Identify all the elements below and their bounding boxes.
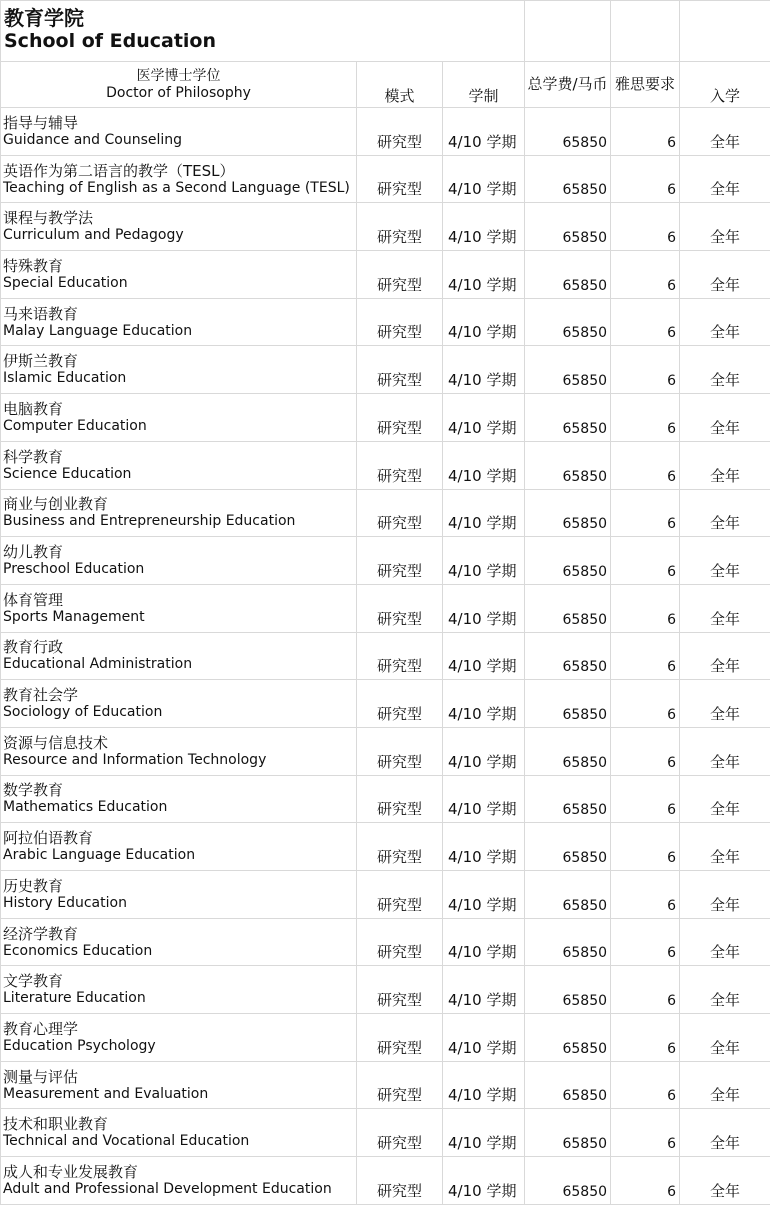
program-name-cell: [1, 251, 357, 299]
table-row: [1, 727, 770, 775]
program-name-cell: [1, 441, 357, 489]
duration-cell: 4/10 学期: [443, 680, 525, 728]
program-name-zh: 历史教育: [3, 877, 356, 895]
program-name-zh: 科学教育: [3, 448, 356, 466]
table-row: [1, 537, 770, 585]
table-row: [1, 346, 770, 394]
program-name-en: Economics Education: [3, 943, 356, 960]
mode-cell: 研究型: [357, 775, 443, 823]
program-name-en: History Education: [3, 895, 356, 912]
program-name-zh: 特殊教育: [3, 257, 356, 275]
program-name-cell: [1, 1109, 357, 1157]
table-row: [1, 203, 770, 251]
ielts-cell: 6: [611, 108, 680, 156]
empty-cell: [680, 1, 770, 62]
program-name-cell: [1, 203, 357, 251]
intake-cell: 全年: [680, 1014, 770, 1062]
intake-cell: 全年: [680, 632, 770, 680]
ielts-header: 雅思要求: [611, 62, 680, 108]
fee-cell: 65850: [525, 489, 611, 537]
column-header-row: [1, 62, 770, 108]
mode-cell: 研究型: [357, 918, 443, 966]
fee-cell: 65850: [525, 727, 611, 775]
fee-cell: 65850: [525, 871, 611, 919]
mode-cell: 研究型: [357, 632, 443, 680]
duration-cell: 4/10 学期: [443, 441, 525, 489]
duration-header: 学制: [443, 62, 525, 108]
intake-cell: 全年: [680, 966, 770, 1014]
program-rows: [1, 108, 770, 1205]
program-name-zh: 教育行政: [3, 638, 356, 656]
ielts-cell: 6: [611, 489, 680, 537]
mode-cell: 研究型: [357, 203, 443, 251]
table-row: [1, 489, 770, 537]
program-name-zh: 阿拉伯语教育: [3, 829, 356, 847]
program-name-zh: 英语作为第二语言的教学（TESL）: [3, 162, 356, 180]
mode-cell: 研究型: [357, 108, 443, 156]
intake-cell: 全年: [680, 1157, 770, 1205]
program-name-cell: [1, 680, 357, 728]
fee-cell: 65850: [525, 1109, 611, 1157]
fee-cell: 65850: [525, 298, 611, 346]
mode-cell: 研究型: [357, 537, 443, 585]
duration-cell: 4/10 学期: [443, 394, 525, 442]
mode-cell: 研究型: [357, 1109, 443, 1157]
table-row: [1, 871, 770, 919]
program-name-en: Business and Entrepreneurship Education: [3, 513, 356, 530]
program-name-cell: [1, 155, 357, 203]
intake-cell: 全年: [680, 918, 770, 966]
table-row: [1, 1109, 770, 1157]
program-name-zh: 指导与辅导: [3, 114, 356, 132]
program-name-en: Islamic Education: [3, 370, 356, 387]
table-row: [1, 966, 770, 1014]
ielts-cell: 6: [611, 537, 680, 585]
intake-cell: 全年: [680, 346, 770, 394]
ielts-cell: 6: [611, 346, 680, 394]
table-row: [1, 584, 770, 632]
ielts-cell: 6: [611, 918, 680, 966]
duration-cell: 4/10 学期: [443, 632, 525, 680]
ielts-cell: 6: [611, 298, 680, 346]
school-title-zh: 教育学院: [4, 7, 524, 29]
program-name-cell: [1, 1157, 357, 1205]
ielts-cell: 6: [611, 1109, 680, 1157]
mode-cell: 研究型: [357, 1157, 443, 1205]
intake-cell: 全年: [680, 1109, 770, 1157]
school-title-en: School of Education: [4, 29, 524, 53]
degree-header-zh: 医学博士学位: [1, 68, 356, 85]
table-row: [1, 1061, 770, 1109]
duration-cell: 4/10 学期: [443, 203, 525, 251]
duration-cell: 4/10 学期: [443, 298, 525, 346]
duration-cell: 4/10 学期: [443, 871, 525, 919]
fee-cell: 65850: [525, 108, 611, 156]
ielts-cell: 6: [611, 727, 680, 775]
ielts-cell: 6: [611, 441, 680, 489]
table-row: [1, 823, 770, 871]
intake-cell: 全年: [680, 489, 770, 537]
table-row: [1, 441, 770, 489]
fee-cell: 65850: [525, 918, 611, 966]
duration-cell: 4/10 学期: [443, 775, 525, 823]
fee-cell: 65850: [525, 441, 611, 489]
intake-cell: 全年: [680, 155, 770, 203]
empty-cell: [611, 1, 680, 62]
program-name-zh: 教育心理学: [3, 1020, 356, 1038]
ielts-cell: 6: [611, 632, 680, 680]
intake-cell: 全年: [680, 680, 770, 728]
intake-cell: 全年: [680, 394, 770, 442]
program-name-zh: 电脑教育: [3, 400, 356, 418]
fee-cell: 65850: [525, 537, 611, 585]
mode-cell: 研究型: [357, 441, 443, 489]
program-name-cell: [1, 632, 357, 680]
table-row: [1, 298, 770, 346]
duration-cell: 4/10 学期: [443, 346, 525, 394]
program-name-en: Computer Education: [3, 418, 356, 435]
fee-cell: 65850: [525, 584, 611, 632]
fee-cell: 65850: [525, 394, 611, 442]
duration-cell: 4/10 学期: [443, 251, 525, 299]
program-name-zh: 测量与评估: [3, 1068, 356, 1086]
duration-cell: 4/10 学期: [443, 584, 525, 632]
mode-cell: 研究型: [357, 1014, 443, 1062]
table-row: [1, 775, 770, 823]
intake-cell: 全年: [680, 108, 770, 156]
program-name-cell: [1, 1061, 357, 1109]
program-name-cell: [1, 775, 357, 823]
fee-header: 总学费/马币: [525, 62, 611, 108]
ielts-cell: 6: [611, 1014, 680, 1062]
empty-cell: [525, 1, 611, 62]
program-name-en: Sociology of Education: [3, 704, 356, 721]
intake-cell: 全年: [680, 251, 770, 299]
program-name-zh: 幼儿教育: [3, 543, 356, 561]
duration-cell: 4/10 学期: [443, 1109, 525, 1157]
intake-cell: 全年: [680, 537, 770, 585]
table-row: [1, 680, 770, 728]
program-name-zh: 伊斯兰教育: [3, 352, 356, 370]
table-row: [1, 155, 770, 203]
program-name-en: Malay Language Education: [3, 323, 356, 340]
intake-cell: 全年: [680, 823, 770, 871]
program-name-en: Educational Administration: [3, 656, 356, 673]
program-name-zh: 马来语教育: [3, 305, 356, 323]
duration-cell: 4/10 学期: [443, 537, 525, 585]
duration-cell: 4/10 学期: [443, 918, 525, 966]
duration-cell: 4/10 学期: [443, 1014, 525, 1062]
program-name-zh: 课程与教学法: [3, 209, 356, 227]
program-name-zh: 商业与创业教育: [3, 495, 356, 513]
intake-cell: 全年: [680, 584, 770, 632]
table-row: [1, 108, 770, 156]
mode-cell: 研究型: [357, 1061, 443, 1109]
fee-cell: 65850: [525, 966, 611, 1014]
ielts-cell: 6: [611, 251, 680, 299]
ielts-cell: 6: [611, 775, 680, 823]
mode-header: 模式: [357, 62, 443, 108]
duration-cell: 4/10 学期: [443, 823, 525, 871]
intake-cell: 全年: [680, 1061, 770, 1109]
program-name-zh: 成人和专业发展教育: [3, 1163, 356, 1181]
program-name-en: Literature Education: [3, 990, 356, 1007]
mode-cell: 研究型: [357, 155, 443, 203]
fee-cell: 65850: [525, 632, 611, 680]
program-name-zh: 数学教育: [3, 781, 356, 799]
program-name-cell: [1, 108, 357, 156]
ielts-cell: 6: [611, 823, 680, 871]
program-name-en: Teaching of English as a Second Language (TESL): [3, 180, 356, 197]
program-name-en: Science Education: [3, 466, 356, 483]
ielts-cell: 6: [611, 966, 680, 1014]
table-row: [1, 918, 770, 966]
mode-cell: 研究型: [357, 966, 443, 1014]
table-row: [1, 1014, 770, 1062]
ielts-cell: 6: [611, 871, 680, 919]
program-name-en: Education Psychology: [3, 1038, 356, 1055]
duration-cell: 4/10 学期: [443, 727, 525, 775]
ielts-cell: 6: [611, 155, 680, 203]
program-name-cell: [1, 727, 357, 775]
table-row: [1, 632, 770, 680]
table-row: [1, 1157, 770, 1205]
intake-header: 入学: [680, 62, 770, 108]
intake-cell: 全年: [680, 727, 770, 775]
fee-cell: 65850: [525, 203, 611, 251]
program-name-cell: [1, 298, 357, 346]
fee-cell: 65850: [525, 251, 611, 299]
program-name-cell: [1, 394, 357, 442]
program-name-cell: [1, 537, 357, 585]
fee-cell: 65850: [525, 346, 611, 394]
fee-cell: 65850: [525, 1014, 611, 1062]
program-name-zh: 经济学教育: [3, 925, 356, 943]
program-name-en: Preschool Education: [3, 561, 356, 578]
school-title-row: [1, 1, 770, 62]
intake-cell: 全年: [680, 775, 770, 823]
mode-cell: 研究型: [357, 251, 443, 299]
fee-cell: 65850: [525, 1061, 611, 1109]
duration-cell: 4/10 学期: [443, 108, 525, 156]
mode-cell: 研究型: [357, 680, 443, 728]
mode-cell: 研究型: [357, 823, 443, 871]
program-name-zh: 资源与信息技术: [3, 734, 356, 752]
mode-cell: 研究型: [357, 346, 443, 394]
program-name-en: Sports Management: [3, 609, 356, 626]
mode-cell: 研究型: [357, 489, 443, 537]
fee-cell: 65850: [525, 155, 611, 203]
program-name-cell: [1, 489, 357, 537]
program-name-en: Guidance and Counseling: [3, 132, 356, 149]
intake-cell: 全年: [680, 203, 770, 251]
intake-cell: 全年: [680, 298, 770, 346]
program-name-en: Mathematics Education: [3, 799, 356, 816]
duration-cell: 4/10 学期: [443, 1157, 525, 1205]
mode-cell: 研究型: [357, 394, 443, 442]
duration-cell: 4/10 学期: [443, 489, 525, 537]
program-name-en: Special Education: [3, 275, 356, 292]
program-name-cell: [1, 918, 357, 966]
program-name-cell: [1, 966, 357, 1014]
ielts-cell: 6: [611, 1061, 680, 1109]
mode-cell: 研究型: [357, 871, 443, 919]
ielts-cell: 6: [611, 680, 680, 728]
mode-cell: 研究型: [357, 584, 443, 632]
program-name-zh: 体育管理: [3, 591, 356, 609]
duration-cell: 4/10 学期: [443, 155, 525, 203]
intake-cell: 全年: [680, 441, 770, 489]
program-name-zh: 文学教育: [3, 972, 356, 990]
intake-cell: 全年: [680, 871, 770, 919]
program-name-zh: 技术和职业教育: [3, 1115, 356, 1133]
program-name-cell: [1, 871, 357, 919]
table-row: [1, 394, 770, 442]
school-title-cell: [1, 1, 525, 62]
program-name-cell: [1, 823, 357, 871]
fee-cell: 65850: [525, 823, 611, 871]
mode-cell: 研究型: [357, 298, 443, 346]
ielts-cell: 6: [611, 394, 680, 442]
ielts-cell: 6: [611, 203, 680, 251]
program-name-en: Resource and Information Technology: [3, 752, 356, 769]
program-name-en: Curriculum and Pedagogy: [3, 227, 356, 244]
fee-cell: 65850: [525, 1157, 611, 1205]
degree-header: [1, 62, 357, 108]
program-name-cell: [1, 584, 357, 632]
degree-header-en: Doctor of Philosophy: [1, 85, 356, 102]
table-row: [1, 251, 770, 299]
program-name-cell: [1, 1014, 357, 1062]
program-name-zh: 教育社会学: [3, 686, 356, 704]
program-name-en: Technical and Vocational Education: [3, 1133, 356, 1150]
program-name-en: Arabic Language Education: [3, 847, 356, 864]
duration-cell: 4/10 学期: [443, 966, 525, 1014]
fee-cell: 65850: [525, 680, 611, 728]
fee-cell: 65850: [525, 775, 611, 823]
ielts-cell: 6: [611, 584, 680, 632]
ielts-cell: 6: [611, 1157, 680, 1205]
program-name-en: Measurement and Evaluation: [3, 1086, 356, 1103]
mode-cell: 研究型: [357, 727, 443, 775]
program-name-cell: [1, 346, 357, 394]
program-name-en: Adult and Professional Development Education: [3, 1181, 356, 1198]
duration-cell: 4/10 学期: [443, 1061, 525, 1109]
